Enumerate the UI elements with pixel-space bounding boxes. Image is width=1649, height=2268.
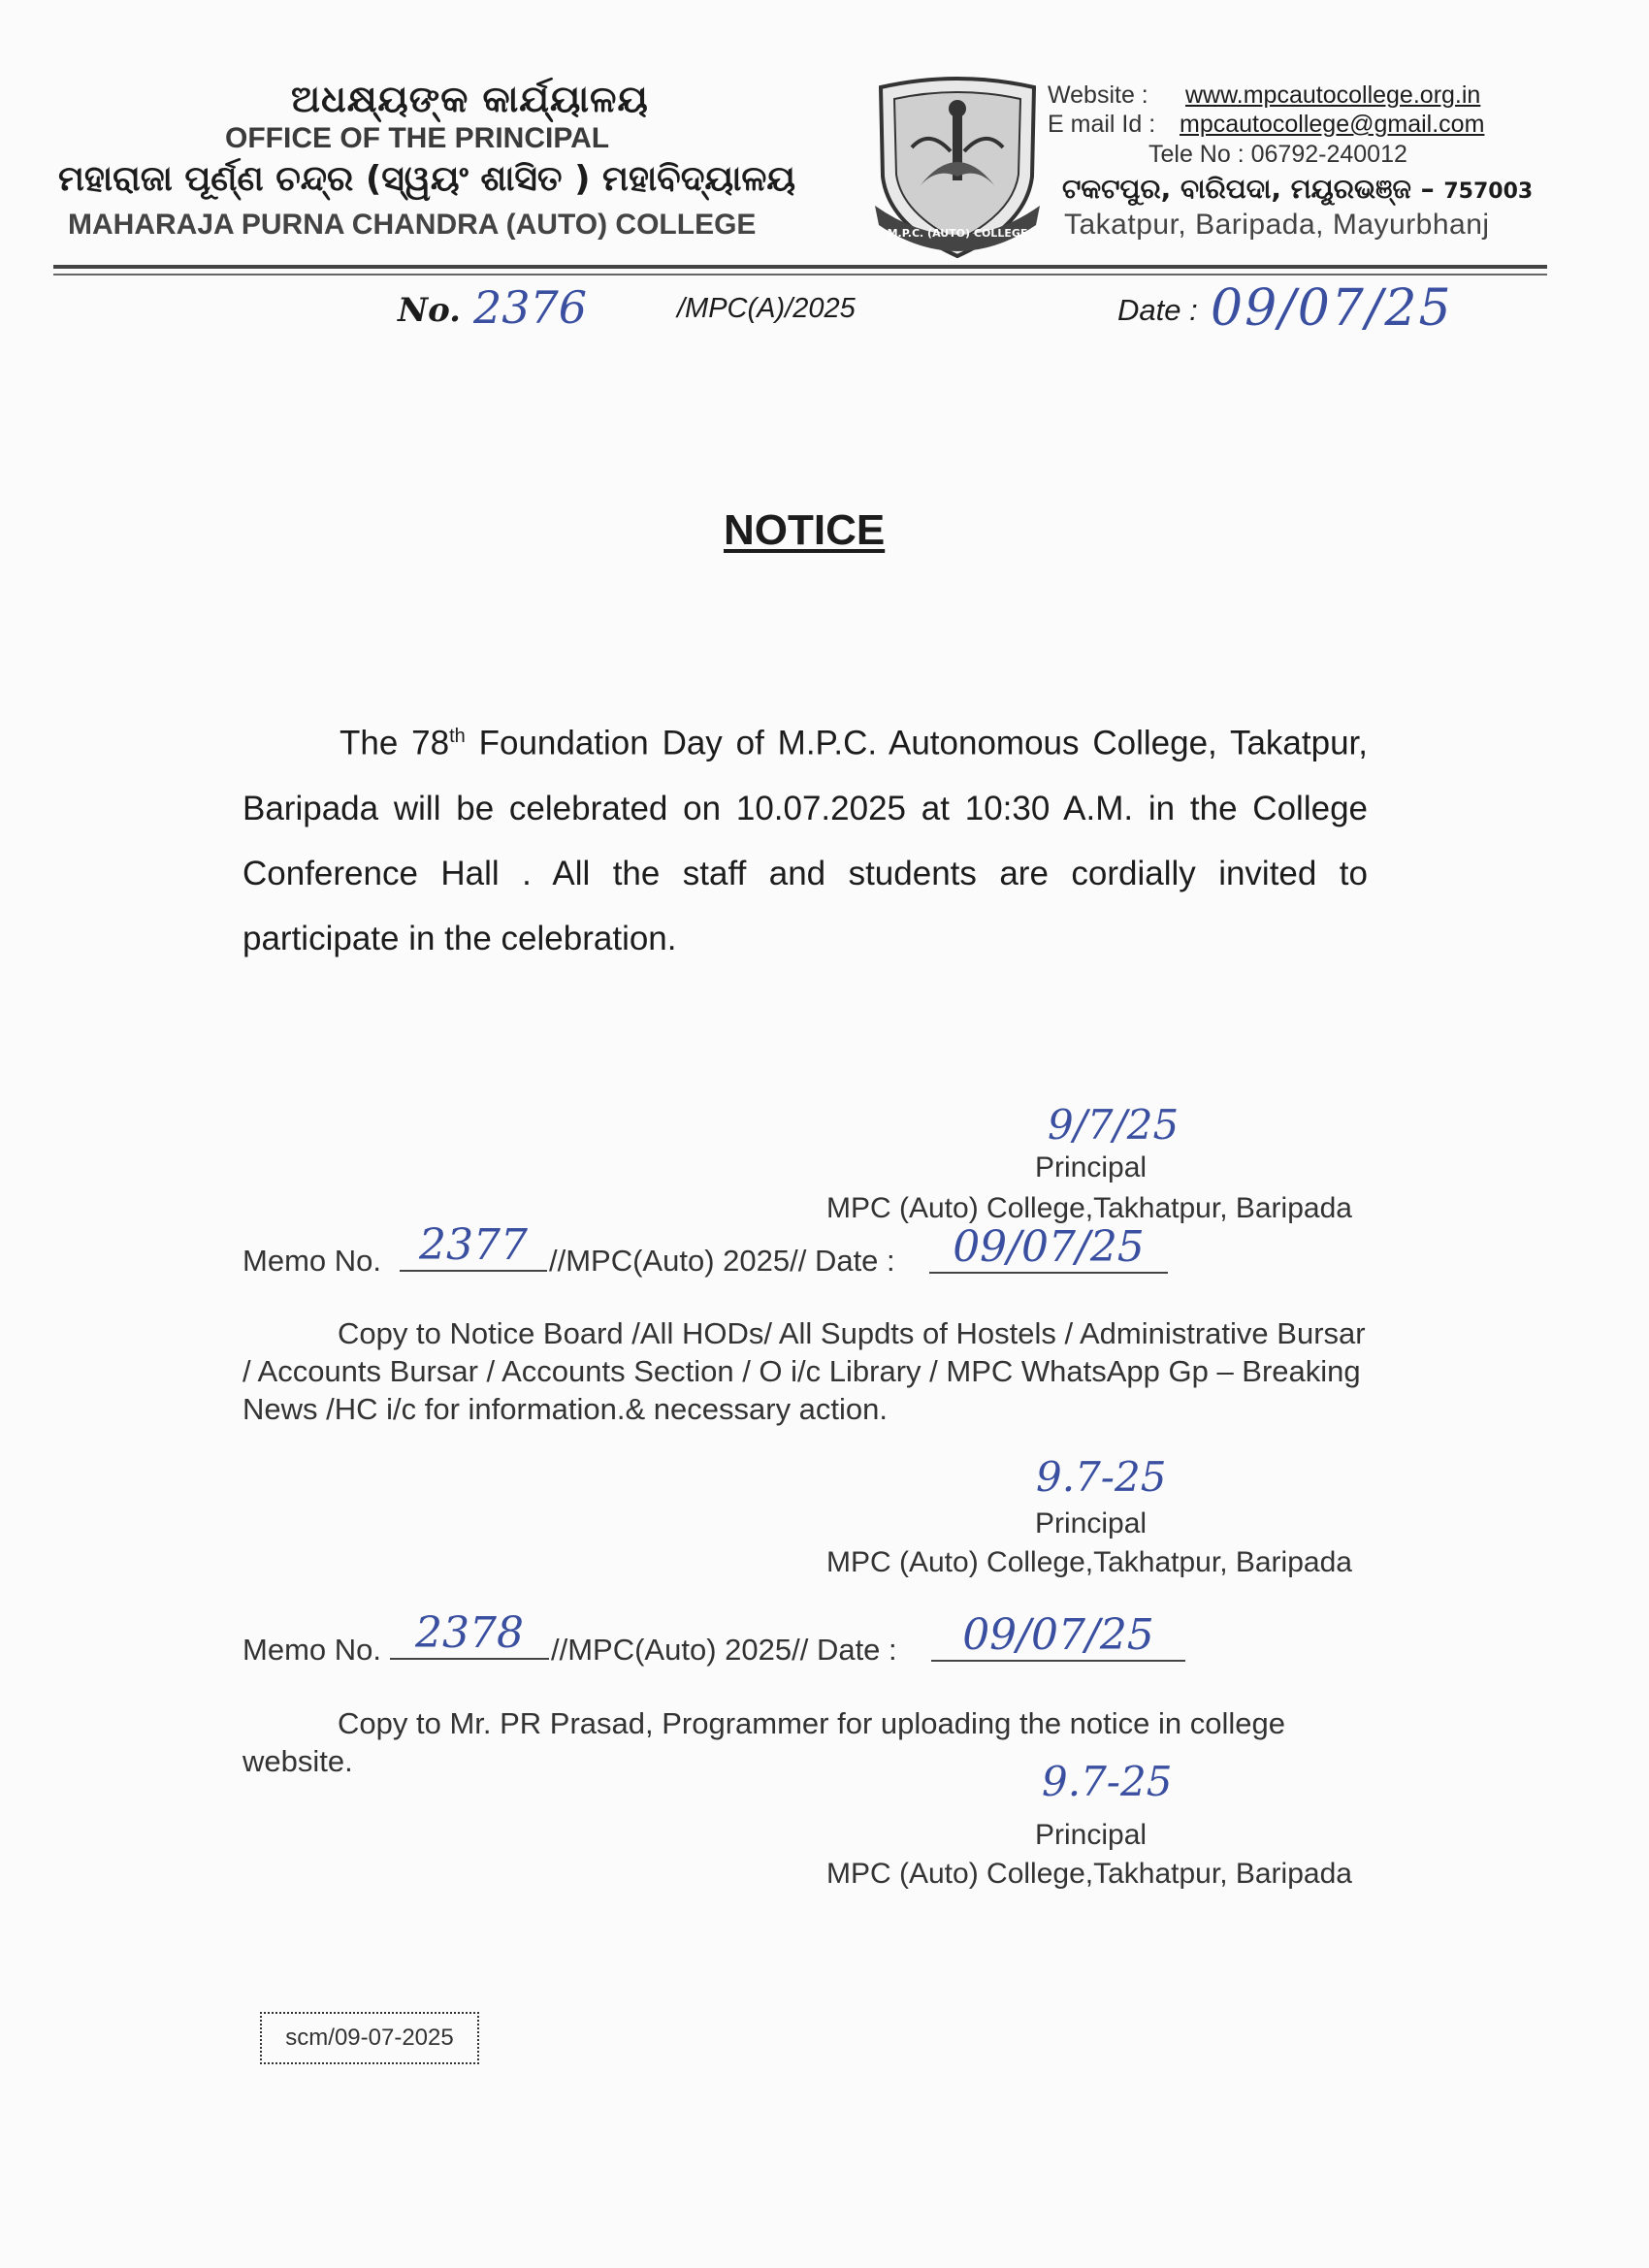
principal-signature: 9.7-25 <box>1036 1453 1167 1501</box>
notice-title: NOTICE <box>724 506 886 554</box>
office-title: OFFICE OF THE PRINCIPAL <box>225 122 610 154</box>
memo-suffix: //MPC(Auto) 2025// Date : <box>549 1244 895 1278</box>
email-label: E mail Id : <box>1048 111 1156 138</box>
file-reference-box: scm/09-07-2025 <box>260 2012 479 2064</box>
signatory-institution: MPC (Auto) College,Takhatpur, Baripada <box>826 1546 1352 1578</box>
odia-office-title: ଅଧକ୍ଷ୍ୟଙ୍କ କାର୍ଯ୍ୟାଳୟ <box>291 78 649 120</box>
letter-number-label: No. <box>398 291 461 330</box>
notice-body-rest: Foundation Day of M.P.C. Autonomous College, Takatpur, Baripada will be celebrated on 10.07.2025 at 10:30 A.M. in the College Conference Hall . All the staff and students are cordially invited to participate in the celebration. <box>242 724 1368 957</box>
letter-date: 09/07/25 <box>1211 279 1453 338</box>
memo-label: Memo No. <box>242 1244 381 1278</box>
notice-body <box>242 704 1368 971</box>
memo-date: 09/07/25 <box>929 1222 1168 1274</box>
college-crest-icon <box>861 70 1053 264</box>
letter-number: 2376 <box>473 281 588 334</box>
signatory-title: Principal <box>1035 1507 1148 1539</box>
signatory-title: Principal <box>1035 1819 1148 1851</box>
notice-body-start: The 78 <box>340 724 450 762</box>
pin-code: 757003 <box>1443 179 1534 204</box>
website-label: Website : <box>1048 81 1148 109</box>
memo-copy-text <box>242 1704 1368 1780</box>
principal-signature: 9/7/25 <box>1048 1101 1180 1149</box>
college-crest-logo <box>861 70 1053 264</box>
college-name: MAHARAJA PURNA CHANDRA (AUTO) COLLEGE <box>68 209 757 241</box>
memo-copy-text <box>242 1314 1368 1428</box>
memo-date: 09/07/25 <box>931 1610 1185 1662</box>
address: Takatpur, Baripada, Mayurbhanj <box>1064 209 1490 241</box>
odia-address-text: ଟକଟପୁର, ବାରିପଦା, ମୟୂରଭଞ୍ଜ – <box>1062 173 1435 205</box>
odia-college-name: ମହାରାଜା ପୂର୍ଣ୍ଣ ଚନ୍ଦ୍ର (ସ୍ୱୟଂ ଶାସିତ ) ମହାବିଦ୍ୟାଳୟ <box>58 159 796 199</box>
email-link[interactable]: mpcautocollege@gmail.com <box>1180 111 1485 138</box>
telephone: Tele No : 06792-240012 <box>1148 141 1407 168</box>
memo-suffix: //MPC(Auto) 2025// Date : <box>551 1633 897 1667</box>
header-divider-thin <box>53 274 1547 275</box>
logo-text: M.P.C. (AUTO) COLLEGE <box>887 227 1028 240</box>
memo-label: Memo No. <box>242 1633 381 1667</box>
header-divider <box>53 265 1547 269</box>
date-label: Date : <box>1117 293 1198 327</box>
memo-copy-line: Copy to Mr. PR Prasad, Programmer for uploading the notice in college website. <box>242 1706 1285 1778</box>
website-link[interactable]: www.mpcautocollege.org.in <box>1185 81 1481 109</box>
letter-number-suffix: /MPC(A)/2025 <box>677 293 856 324</box>
signatory-institution: MPC (Auto) College,Takhatpur, Baripada <box>826 1192 1352 1224</box>
memo-number: 2377 <box>400 1220 547 1272</box>
ordinal-suffix: th <box>449 726 466 747</box>
signatory-institution: MPC (Auto) College,Takhatpur, Baripada <box>826 1858 1352 1890</box>
memo-copy-line: Copy to Notice Board /All HODs/ All Supdts of Hostels / Administrative Bursar / Accounts Bursar / Accounts Section / O i/c Library / MPC WhatsApp Gp – Breaking News /HC i/c for information.& necessary action. <box>242 1316 1366 1426</box>
memo-number: 2378 <box>390 1608 549 1660</box>
signatory-title: Principal <box>1035 1151 1148 1183</box>
principal-signature: 9.7-25 <box>1042 1758 1173 1805</box>
odia-address <box>1062 173 1533 206</box>
